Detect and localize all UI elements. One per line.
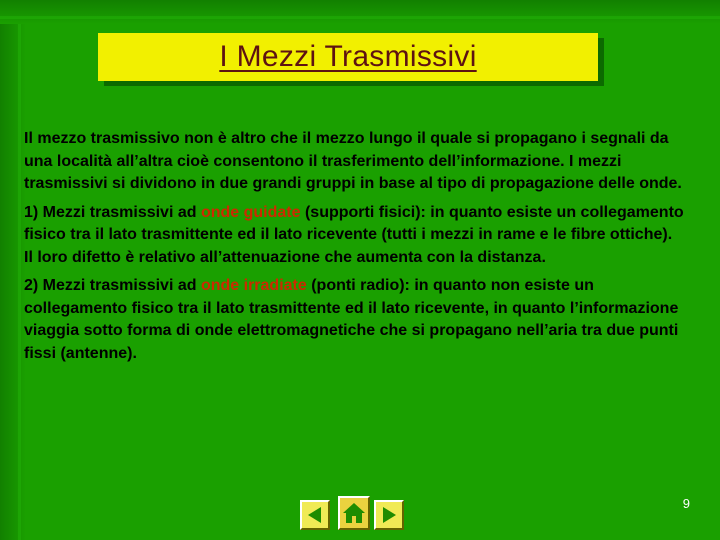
home-button[interactable]: [338, 496, 370, 530]
guided-waves-description: (supporti fisici): in quanto esiste un collegamento fisico tra il lato trasmittente ed il lato ricevente (tutti i mezzi in rame e le fibre ottiche). Il loro difetto è relativo all’attenuazione che aumenta con la distanza.: [24, 203, 684, 266]
guided-waves-highlight: onde guidate: [200, 203, 301, 221]
previous-slide-button[interactable]: [300, 500, 330, 530]
guided-waves-prefix: 1) Mezzi trasmissivi ad: [24, 203, 201, 221]
left-decorative-stripe: [0, 0, 26, 540]
triangle-right-icon: [379, 505, 399, 525]
radiated-waves-paragraph: [24, 275, 684, 365]
top-decorative-line: [0, 16, 720, 19]
page-number: 9: [682, 496, 690, 511]
radiated-waves-description: (ponti radio): in quanto non esiste un collegamento fisico tra il lato trasmittente ed il lato ricevente, in quanto l’informazione viaggia sotto forma di onde elettromagnetiche che si propagano nell’aria tra due punti fissi (antenne).: [24, 277, 679, 362]
slide-body: [24, 128, 684, 371]
top-decorative-stripe: [0, 0, 720, 24]
home-icon: [342, 501, 366, 525]
left-decorative-line: [18, 0, 21, 540]
intro-paragraph: Il mezzo trasmissivo non è altro che il mezzo lungo il quale si propagano i segnali da una località all’altra cioè consentono il trasferimento dell’informazione. I mezzi trasmissivi si dividono in due grandi gruppi in base al tipo di propagazione delle onde.: [24, 130, 682, 192]
radiated-waves-prefix: 2) Mezzi trasmissivi ad: [24, 277, 201, 294]
guided-waves-paragraph: [24, 202, 684, 270]
next-slide-button[interactable]: [374, 500, 404, 530]
radiated-waves-highlight: onde irradiate: [200, 277, 307, 294]
slide-title: I Mezzi Trasmissivi: [219, 40, 477, 73]
triangle-left-icon: [305, 505, 325, 525]
title-box: [98, 33, 598, 81]
